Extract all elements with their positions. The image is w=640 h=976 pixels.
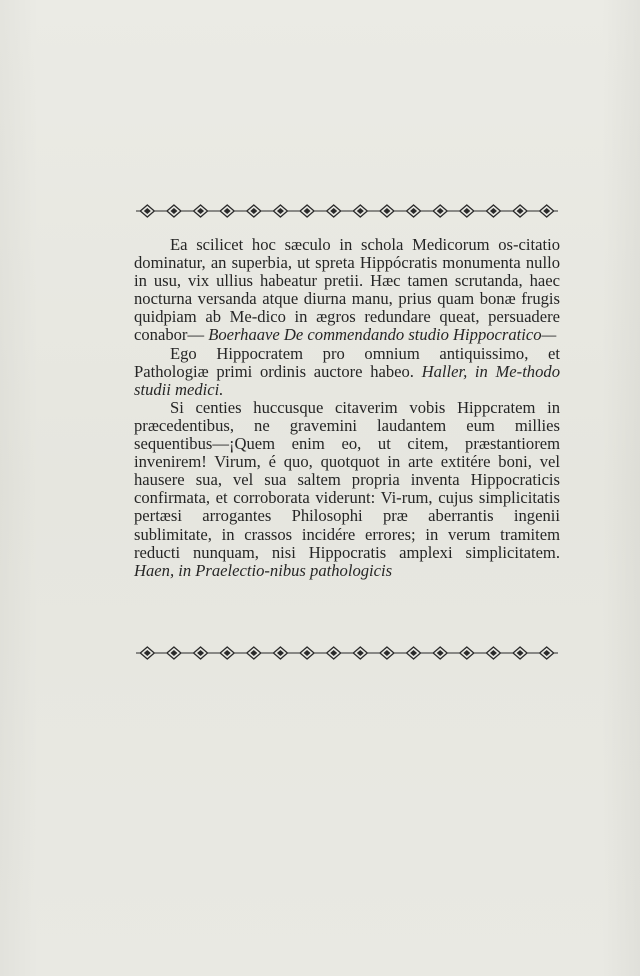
- paragraph-boerhaave: [134, 236, 560, 345]
- ornament-diamond: [140, 205, 154, 217]
- ornament-diamond: [486, 647, 500, 659]
- ornament-diamond: [407, 205, 421, 217]
- ornament-diamond: [247, 205, 261, 217]
- ornament-diamond: [300, 205, 314, 217]
- ornament-diamond: [194, 205, 208, 217]
- citation-haller: Haller, in Me-thodo studii medici.: [134, 361, 560, 399]
- ornament-diamond: [486, 205, 500, 217]
- citation-boerhaave: Boerhaave De commendando studio Hippocratico—: [208, 325, 557, 345]
- ornament-diamond: [327, 205, 341, 217]
- ornament-diamond: [513, 647, 527, 659]
- bottom-ornament-rule: [134, 644, 560, 662]
- ornament-diamond: [194, 647, 208, 659]
- paragraph-text: Ego Hippocratem pro omnium antiquissimo, et Pathologiæ primi ordinis auctore habeo.: [134, 343, 560, 381]
- ornament-diamond: [300, 647, 314, 659]
- ornament-diamond: [167, 647, 181, 659]
- diamond-chain-ornament-icon: [134, 644, 560, 662]
- ornament-diamond: [460, 205, 474, 217]
- ornament-diamond: [327, 647, 341, 659]
- ornament-diamond: [433, 647, 447, 659]
- ornament-diamond: [513, 205, 527, 217]
- ornament-diamond: [380, 647, 394, 659]
- paragraph-haen: [134, 399, 560, 580]
- ornament-diamond: [273, 647, 287, 659]
- ornament-diamond: [353, 647, 367, 659]
- ornament-diamond: [220, 647, 234, 659]
- ornament-diamond: [407, 647, 421, 659]
- ornament-diamond: [273, 205, 287, 217]
- paragraph-haller: [134, 345, 560, 399]
- paragraph-text: Ea scilicet hoc sæculo in schola Medicorum os-citatio dominatur, an superbia, ut spreta Hippócratis monumenta nullo in usu, vix ullius habeatur pretii. Hæc tamen scrutanda, haec nocturna versanda atque diurna manu, prius quam bonæ frugis quidpiam ab Me-dico in ægros redundare queat, persuadere conabor—: [134, 235, 560, 345]
- ornament-diamond: [380, 205, 394, 217]
- ornament-diamond: [220, 205, 234, 217]
- ornament-diamond: [167, 205, 181, 217]
- citation-haen: Haen, in Praelectio-nibus pathologicis: [134, 560, 393, 580]
- paragraph-text: Si centies huccusque citaverim vobis Hippcratem in præcedentibus, ne gravemini laudantem eum millies sequentibus—¡Quem enim eo, ut citem, præstantiorem invenirem! Virum, é quo, quotquot in arte extitére boni, vel hausere sua, vel sua saltem propria inventa Hippocraticis confirmata, et corroborata viderunt: Vi-rum, cujus simplicitatis pertæsi arrogantes Philosophi præ aberrantis ingenii sublimitate, in crassos incidére errores; in verum tramitem reducti nunquam, nisi Hippocratis amplexi simplicitatem.: [134, 397, 560, 562]
- top-ornament-rule: [134, 202, 560, 220]
- ornament-diamond: [460, 647, 474, 659]
- ornament-diamond: [540, 205, 554, 217]
- diamond-chain-ornament-icon: [134, 202, 560, 220]
- ornament-diamond: [540, 647, 554, 659]
- epigraph-text-block: [134, 236, 560, 580]
- ornament-diamond: [353, 205, 367, 217]
- ornament-diamond: [140, 647, 154, 659]
- ornament-diamond: [247, 647, 261, 659]
- ornament-diamond: [433, 205, 447, 217]
